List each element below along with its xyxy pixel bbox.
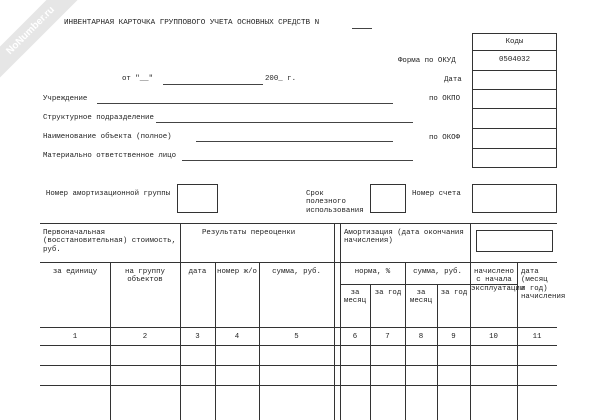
amort-end-date-box[interactable]	[476, 230, 553, 252]
date-year-label: 200_ г.	[265, 75, 297, 83]
useful-life-label: Срок полезного использования	[306, 190, 364, 215]
date-label: Дата	[444, 76, 462, 84]
account-box[interactable]	[472, 184, 557, 213]
col-number: 4	[234, 333, 240, 341]
date-day-label: от "__"	[122, 75, 154, 83]
title-number-line	[352, 28, 372, 29]
amort-group-label: Номер амортизационной группы	[45, 190, 171, 198]
division-field[interactable]	[156, 122, 413, 123]
accrual-date-header: дата (месяц и год) начисления	[521, 268, 566, 302]
codes-row-divider	[472, 148, 557, 149]
col-number: 5	[294, 333, 299, 341]
date-month-line	[163, 84, 263, 85]
per-group-header: на группу объектов	[125, 268, 165, 285]
date-header: дата	[188, 268, 207, 276]
sum-year-header: за год	[440, 289, 468, 297]
col-number: 1	[72, 333, 78, 341]
account-label: Номер счета	[412, 190, 461, 198]
object-name-label: Наименование объекта (полное)	[43, 133, 172, 141]
responsible-field[interactable]	[182, 160, 413, 161]
per-unit-header: за единицу	[52, 268, 98, 276]
institution-field[interactable]	[97, 103, 393, 104]
codes-row-divider	[472, 128, 557, 129]
norm-month-header: за месяц	[343, 289, 367, 306]
object-name-field[interactable]	[196, 141, 393, 142]
okpo-label: по ОКПО	[429, 95, 461, 103]
useful-life-box[interactable]	[370, 184, 406, 213]
codes-row-divider	[472, 89, 557, 90]
norm-year-header: за год	[374, 289, 402, 297]
col-number: 11	[532, 333, 542, 341]
institution-label: Учреждение	[43, 95, 88, 103]
col-number: 6	[352, 333, 358, 341]
norm-header: норма, %	[354, 268, 391, 276]
col-number: 8	[418, 333, 424, 341]
responsible-label: Материально ответственное лицо	[43, 152, 177, 160]
revaluation-header: Результаты переоценки	[202, 229, 296, 237]
okof-label: по ОКОФ	[429, 134, 461, 142]
accrued-header: начислено с начала эксплуатации	[471, 268, 525, 293]
okud-label: Форма по ОКУД	[398, 57, 456, 65]
amort-sum-header: сумма, руб.	[413, 268, 462, 276]
amortization-header: Амортизация (дата окончания начисления)	[344, 229, 464, 246]
col-number: 7	[385, 333, 390, 341]
col-number: 3	[195, 333, 200, 341]
codes-row-divider	[472, 70, 557, 71]
col-number: 2	[142, 333, 148, 341]
codes-header: Коды	[505, 38, 524, 46]
codes-row-divider	[472, 108, 557, 109]
initial-cost-header: Первоначальная (восстановительная) стоимость, руб.	[43, 229, 177, 254]
col-number: 9	[451, 333, 456, 341]
division-label: Структурное подразделение	[43, 114, 154, 122]
watermark-ribbon: NoNumber.ru	[0, 0, 85, 85]
page-title: ИНВЕНТАРНАЯ КАРТОЧКА ГРУППОВОГО УЧЕТА ОСНОВНЫХ СРЕДСТВ N	[64, 19, 320, 27]
doc-number-header: номер ж/о	[217, 268, 257, 276]
okud-value: 0504032	[498, 56, 531, 64]
codes-column	[472, 50, 557, 168]
sum-month-header: за месяц	[409, 289, 433, 306]
amort-group-box[interactable]	[177, 184, 218, 213]
col-number: 10	[489, 333, 498, 341]
sum-header: сумма, руб.	[272, 268, 321, 276]
